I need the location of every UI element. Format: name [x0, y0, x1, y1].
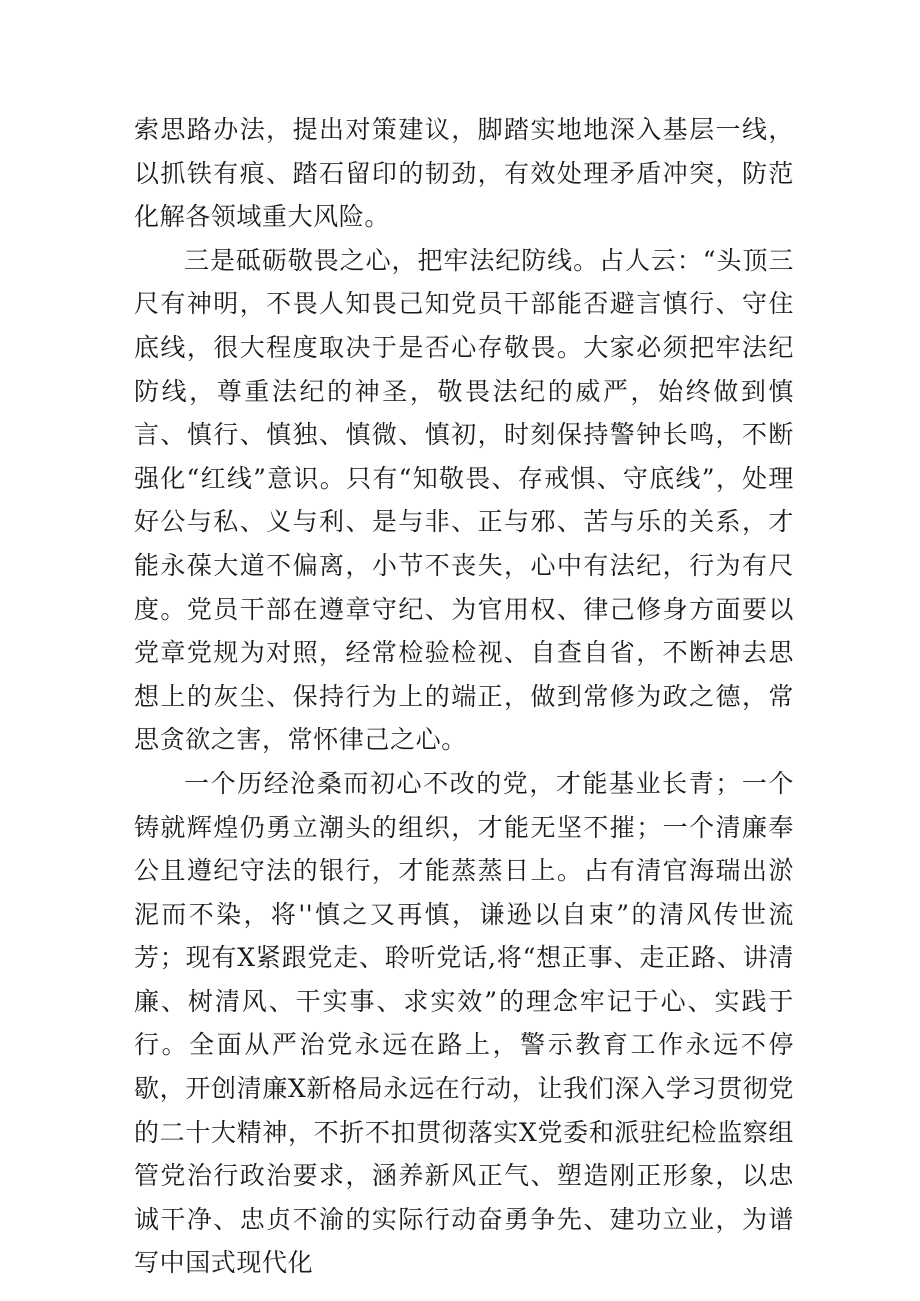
paragraph-1: 索思路办法，提出对策建议，脚踏实地地深入基层一线，以抓铁有痕、踏石留印的韧劲，有效处理矛盾冲突，防范化解各领域重大风险。 — [134, 115, 794, 232]
document-body — [134, 108, 794, 1285]
paragraph-2: 三是砥砺敬畏之心，把牢法纪防线。占人云：“头顶三尺有神明，不畏人知畏己知党员干部能否避言慎行、守住底线，很大程度取决于是否心存敬畏。大家必须把牢法纪防线，尊重法纪的神圣，敬畏法纪的威严，始终做到慎言、慎行、慎独、慎微、慎初，时刻保持警钟长鸣，不断强化“红线”意识。只有“知敬畏、存戒惧、守底线”，处理好公与私、义与利、是与非、正与邪、苦与乐的关系，才能永葆大道不偏离，小节不丧失，心中有法纪，行为有尺度。党员干部在遵章守纪、为官用权、律己修身方面要以党章党规为对照，经常检验检视、自查自省，不断神去思想上的灰尘、保持行为上的端正，做到常修为政之德，常思贪欲之害，常怀律己之心。 — [134, 245, 794, 755]
paragraph-3: 一个历经沧桑而初心不改的党，才能基业长青；一个铸就辉煌仍勇立潮头的组织，才能无坚不摧；一个清廉奉公且遵纪守法的银行，才能蒸蒸日上。占有清官海瑞出淤泥而不染，将''慎之又再慎，谦逊以自束”的清风传世流芳；现有X紧跟党走、聆听党话,将“想正事、走正路、讲清廉、树清风、干实事、求实效”的理念牢记于心、实践于行。全面从严治党永远在路上，警示教育工作永远不停歇，开创清廉X新格局永远在行动，让我们深入学习贯彻党的二十大精神，不折不扣贯彻落实X党委和派驻纪检监察组管党治行政治要求，涵养新风正气、塑造刚正形象，以忠诚干净、忠贞不渝的实际行动奋勇争先、建功立业，为谱写中国式现代化 — [134, 768, 794, 1278]
